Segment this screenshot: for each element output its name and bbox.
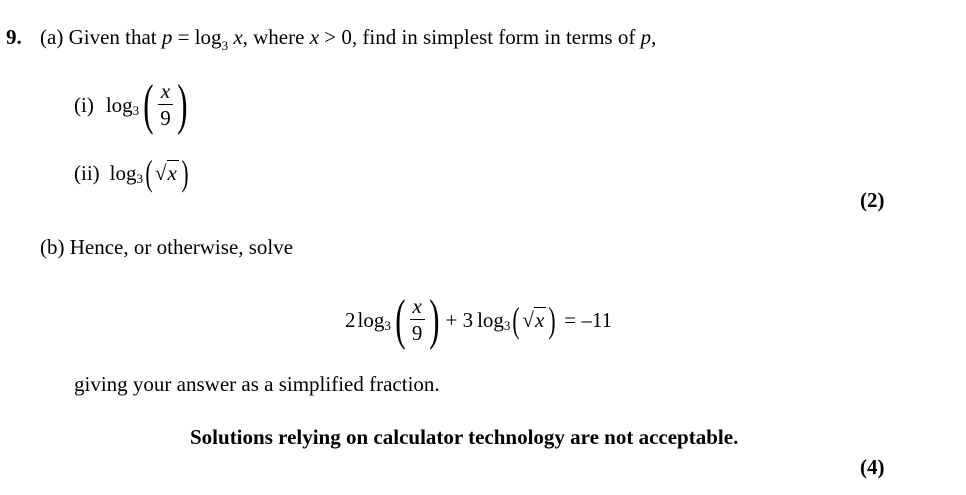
answer-instruction: giving your answer as a simplified fraction. [74,372,440,396]
radicand: x [534,307,545,332]
part-a-ii [74,155,191,191]
sqrt-symbol: √ [155,160,167,185]
log-text: log [105,92,133,117]
marks-part-a: (2) [860,188,885,212]
part-a-i [74,74,192,136]
part-a-ii-label: (ii) [74,160,100,185]
left-paren: ( [143,74,154,136]
log-text: log [477,307,504,332]
log-text: log [109,160,137,185]
fraction-numerator: x [410,296,425,320]
equation [345,289,613,351]
log-base: 3 [136,171,143,186]
square-root [155,161,179,186]
left-paren: ( [395,289,406,351]
log-base: 3 [132,103,140,118]
plus-coef: + 3 [445,307,474,332]
square-root [522,308,546,333]
part-b-intro [40,235,293,260]
calculator-note: Solutions relying on calculator technology are not acceptable. [190,425,739,449]
fraction-x-over-9 [410,296,425,344]
equation-coef: 2 [345,307,356,332]
fraction-denominator: 9 [411,321,423,345]
part-a-text: Given that $p = \log_3 x$, where x > 0, find in simplest form in terms of p, [68,25,657,53]
right-paren: ) [548,300,556,340]
fraction-denominator: 9 [160,106,171,130]
question-number: 9. [6,25,22,49]
part-a-intro [40,25,657,53]
fraction-x-over-9 [158,81,173,129]
radicand: x [167,160,177,185]
marks-part-b: (4) [860,455,885,479]
log-base: 3 [384,318,391,333]
right-paren: ) [181,153,189,193]
part-b-label: (b) [40,235,65,259]
right-paren: ) [429,289,440,351]
fraction-numerator: x [158,81,173,105]
log-text: log [357,307,385,332]
part-a-i-label: (i) [74,92,94,117]
right-paren: ) [177,74,188,136]
log-base: 3 [503,318,511,333]
sqrt-symbol: √ [522,307,534,332]
part-a-label: (a) [40,25,64,49]
left-paren: ( [145,153,153,193]
equation-rhs: = –11 [564,307,613,332]
left-paren: ( [512,300,521,340]
part-b-text: Hence, or otherwise, solve [69,235,294,259]
